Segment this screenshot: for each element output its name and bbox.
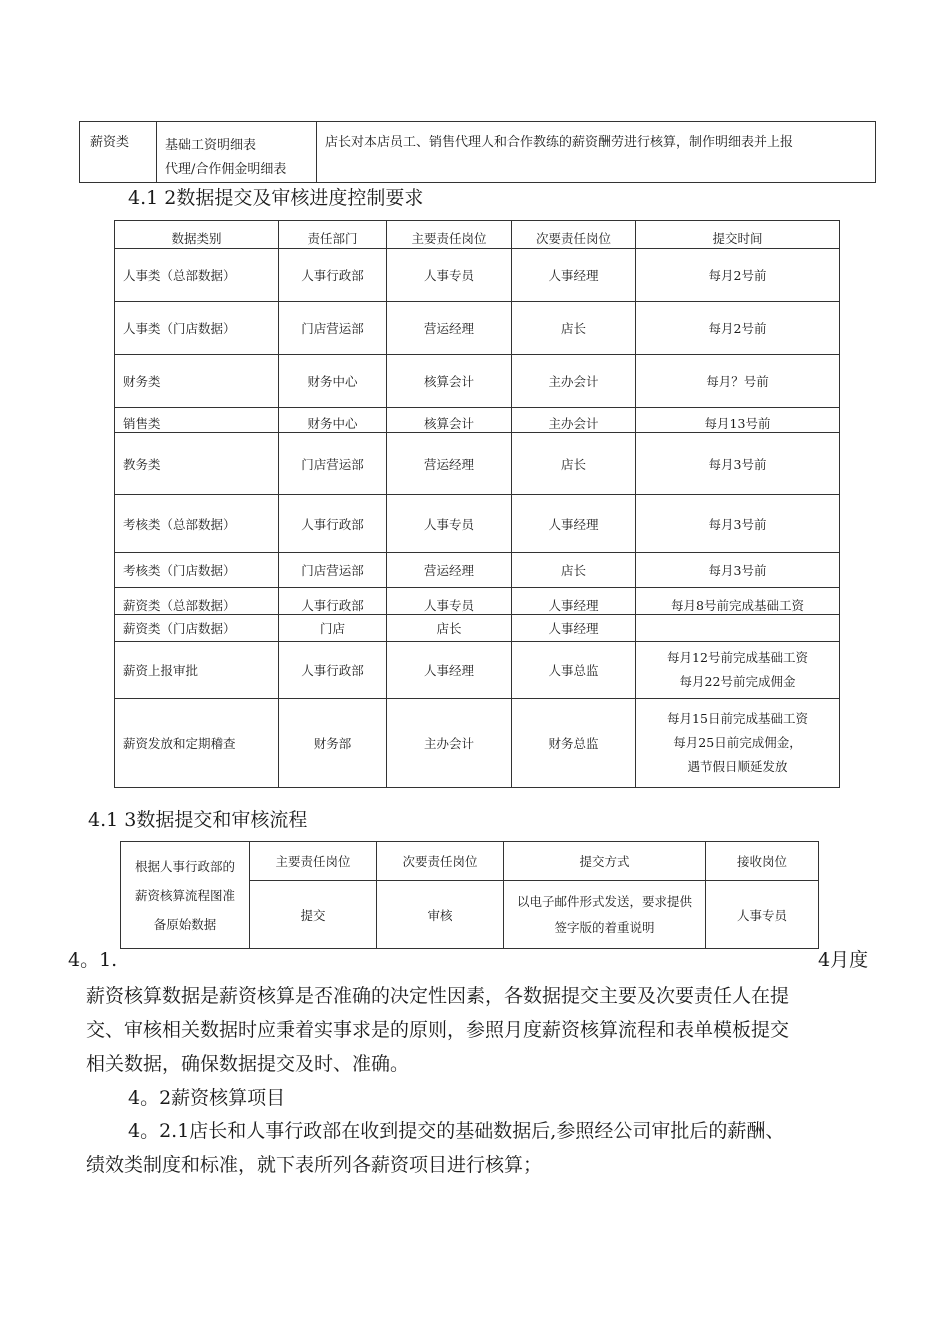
para-line: 4。2.1店长和人事行政部在收到提交的基础数据后,参照经公司审批后的薪酬、	[128, 1120, 785, 1142]
table-row	[115, 355, 840, 408]
table-row	[115, 302, 840, 355]
top-table-item: 基础工资明细表	[165, 138, 257, 153]
table-cell: 主办会计	[512, 408, 636, 433]
table-cell: 每月8号前完成基础工资	[636, 588, 840, 615]
para-line: 绩效类制度和标准，就下表所列各薪资项目进行核算；	[86, 1154, 543, 1176]
schedule-table	[114, 220, 840, 788]
table-cell: 营运经理	[387, 302, 512, 355]
table-header-row	[115, 221, 840, 249]
table-cell: 每月12号前完成基础工资 每月22号前完成佣金	[636, 642, 840, 699]
table-row	[115, 408, 840, 433]
table-cell: 财务中心	[279, 408, 387, 433]
section-42-body	[86, 1114, 784, 1182]
table-cell: 人事专员	[387, 495, 512, 553]
table-cell: 门店营运部	[279, 302, 387, 355]
process-header-cell: 次要责任岗位	[377, 842, 504, 881]
top-table-description: 店长对本店员工、销售代理人和合作教练的薪资酬劳进行核算，制作明细表并上报	[317, 122, 876, 183]
table-cell: 门店	[279, 615, 387, 642]
table-cell: 财务总监	[512, 699, 636, 788]
process-header-cell: 接收岗位	[706, 842, 819, 881]
table-cell: 店长	[512, 302, 636, 355]
table-cell: 营运经理	[387, 553, 512, 588]
table-cell: 人事专员	[387, 249, 512, 302]
section-412-heading: 4.1 2数据提交及审核进度控制要求	[128, 187, 424, 209]
table-cell: 核算会计	[387, 408, 512, 433]
table-cell: 薪资类（总部数据）	[115, 588, 279, 615]
top-table-items	[157, 122, 317, 183]
table-cell	[636, 615, 840, 642]
para-414-body	[86, 979, 789, 1081]
table-cell: 每月13号前	[636, 408, 840, 433]
table-cell: 营运经理	[387, 433, 512, 495]
para-414-number: 4。1.	[68, 949, 118, 971]
table-cell: 每月？号前	[636, 355, 840, 408]
table-header-cell: 数据类别	[115, 221, 279, 249]
table-cell: 每月3号前	[636, 433, 840, 495]
process-value-cell: 提交	[250, 881, 377, 949]
table-row	[115, 615, 840, 642]
table-cell: 每月15日前完成基础工资 每月25日前完成佣金， 遇节假日顺延发放	[636, 699, 840, 788]
table-cell: 每月3号前	[636, 553, 840, 588]
table-cell: 人事行政部	[279, 588, 387, 615]
table-cell: 薪资类（门店数据）	[115, 615, 279, 642]
para-line: 相关数据，确保数据提交及时、准确。	[86, 1053, 410, 1075]
table-row	[115, 553, 840, 588]
table-cell: 考核类（门店数据）	[115, 553, 279, 588]
table-cell: 人事经理	[387, 642, 512, 699]
table-cell: 薪资发放和定期稽查	[115, 699, 279, 788]
table-cell: 人事行政部	[279, 495, 387, 553]
table-cell: 核算会计	[387, 355, 512, 408]
table-cell: 人事经理	[512, 588, 636, 615]
table-row	[115, 699, 840, 788]
top-table-item: 代理/合作佣金明细表	[165, 162, 287, 177]
table-header-cell: 责任部门	[279, 221, 387, 249]
top-table	[79, 121, 876, 183]
table-cell: 店长	[512, 433, 636, 495]
table-cell: 人事类（门店数据）	[115, 302, 279, 355]
table-cell: 每月3号前	[636, 495, 840, 553]
table-cell: 店长	[512, 553, 636, 588]
section-413-heading: 4.1 3数据提交和审核流程	[88, 809, 308, 831]
table-row	[115, 588, 840, 615]
table-cell: 财务类	[115, 355, 279, 408]
table-cell: 门店营运部	[279, 433, 387, 495]
table-cell: 财务部	[279, 699, 387, 788]
table-cell: 教务类	[115, 433, 279, 495]
table-cell: 销售类	[115, 408, 279, 433]
top-table-category: 薪资类	[80, 122, 157, 183]
process-header-cell: 提交方式	[504, 842, 706, 881]
table-cell: 人事专员	[387, 588, 512, 615]
table-cell: 人事总监	[512, 642, 636, 699]
table-cell: 人事类（总部数据）	[115, 249, 279, 302]
process-table	[120, 841, 819, 949]
table-row	[115, 495, 840, 553]
table-cell: 薪资上报审批	[115, 642, 279, 699]
table-cell: 人事经理	[512, 615, 636, 642]
table-cell: 主办会计	[387, 699, 512, 788]
table-cell: 门店营运部	[279, 553, 387, 588]
table-row	[115, 433, 840, 495]
table-cell: 店长	[387, 615, 512, 642]
table-row	[115, 249, 840, 302]
table-cell: 财务中心	[279, 355, 387, 408]
table-header-cell: 主要责任岗位	[387, 221, 512, 249]
table-cell: 考核类（总部数据）	[115, 495, 279, 553]
para-line: 交、审核相关数据时应秉着实事求是的原则，参照月度薪资核算流程和表单模板提交	[86, 1019, 790, 1041]
table-cell: 人事经理	[512, 495, 636, 553]
para-line: 薪资核算数据是薪资核算是否准确的决定性因素，各数据提交主要及次要责任人在提	[86, 985, 790, 1007]
process-value-cell: 以电子邮件形式发送，要求提供 签字版的着重说明	[504, 881, 706, 949]
process-first-cell: 根据人事行政部的 薪资核算流程图准 备原始数据	[121, 842, 250, 949]
table-cell: 每月2号前	[636, 302, 840, 355]
table-cell: 人事经理	[512, 249, 636, 302]
section-42-heading: 4。2薪资核算项目	[128, 1087, 286, 1109]
process-header-cell: 主要责任岗位	[250, 842, 377, 881]
para-414-tail: 4月度	[818, 949, 869, 971]
process-value-cell: 人事专员	[706, 881, 819, 949]
table-cell: 人事行政部	[279, 249, 387, 302]
table-header-cell: 次要责任岗位	[512, 221, 636, 249]
table-row	[115, 642, 840, 699]
table-cell: 主办会计	[512, 355, 636, 408]
table-cell: 每月2号前	[636, 249, 840, 302]
table-cell: 人事行政部	[279, 642, 387, 699]
table-header-cell: 提交时间	[636, 221, 840, 249]
process-value-cell: 审核	[377, 881, 504, 949]
